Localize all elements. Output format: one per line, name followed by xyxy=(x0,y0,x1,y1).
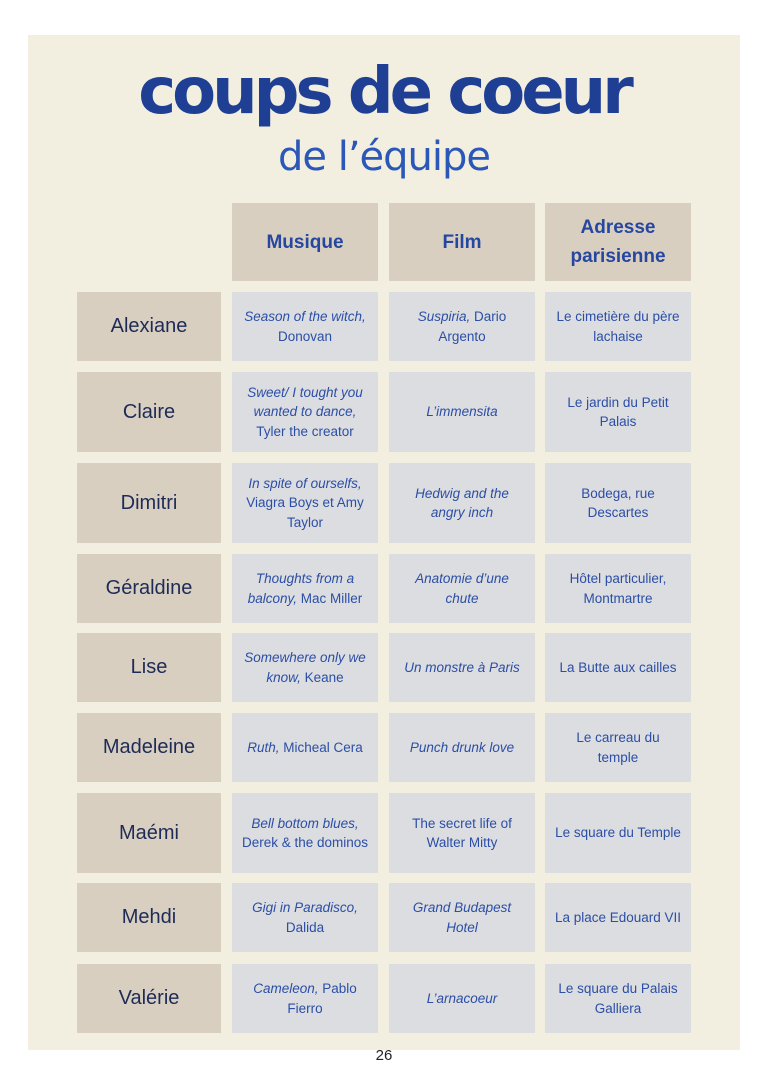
cell-adresse: Le square du Palais Galliera xyxy=(545,964,691,1033)
cell-adresse: La place Edouard VII xyxy=(545,883,691,952)
cell-adresse: Le square du Temple xyxy=(545,793,691,873)
title-italic: Cameleon, xyxy=(253,981,319,996)
title-italic: L’immensita xyxy=(426,404,498,420)
cell-film xyxy=(389,463,535,543)
cell-text xyxy=(240,383,370,442)
credit-text: Viagra Boys et Amy Taylor xyxy=(246,495,364,530)
column-header-film: Film xyxy=(389,203,535,281)
credit-text: Micheal Cera xyxy=(279,739,363,755)
title-italic: Ruth, xyxy=(247,739,280,755)
title-italic: Punch drunk love xyxy=(409,739,515,755)
cell-musique xyxy=(232,883,378,952)
cell-musique xyxy=(232,372,378,452)
cell-adresse: Le carreau du temple xyxy=(545,713,691,782)
cell-film xyxy=(389,372,535,452)
cell-text xyxy=(397,307,527,346)
cell-text xyxy=(427,989,498,1009)
cell-text xyxy=(240,898,370,937)
cell-adresse: La Butte aux cailles xyxy=(545,633,691,702)
cell-musique xyxy=(232,964,378,1033)
cell-adresse: Hôtel particulier, Montmartre xyxy=(545,554,691,623)
credit-text: Tyler the creator xyxy=(256,423,354,439)
row-name: Alexiane xyxy=(77,292,221,361)
cell-film xyxy=(389,964,535,1033)
title-italic: Suspiria, xyxy=(417,309,471,324)
credit-text: Derek & the dominos xyxy=(241,835,369,850)
credit-text: Dario Argento xyxy=(438,309,507,344)
cell-text xyxy=(426,402,497,422)
cell-musique xyxy=(232,292,378,361)
cell-musique xyxy=(232,793,378,873)
cell-film xyxy=(389,292,535,361)
row-name: Mehdi xyxy=(77,883,221,952)
cell-text xyxy=(397,484,527,523)
credit-text: Keane xyxy=(300,669,344,685)
cell-adresse: Bodega, rue Descartes xyxy=(545,463,691,543)
title-italic: Somewhere only we know, xyxy=(244,650,366,685)
credit-text: Dalida xyxy=(285,919,325,935)
title-italic: Season of the witch, xyxy=(244,309,366,324)
cell-adresse: Le cimetière du père lachaise xyxy=(545,292,691,361)
cell-musique xyxy=(232,463,378,543)
column-header-adresse: Adresse parisienne xyxy=(545,203,691,281)
cell-musique xyxy=(232,554,378,623)
title-italic: L’arnacoeur xyxy=(426,990,498,1006)
column-header-musique: Musique xyxy=(232,203,378,281)
title-italic: Un monstre à Paris xyxy=(404,659,520,675)
title-italic: Anatomie d’une chute xyxy=(415,571,509,606)
cell-text xyxy=(240,648,370,687)
cell-text xyxy=(397,898,527,937)
credit-text: Mac Miller xyxy=(297,590,363,606)
cell-text xyxy=(247,738,363,758)
page-subtitle: de l’équipe xyxy=(277,134,490,180)
title-italic: Thoughts from a balcony, xyxy=(247,571,355,606)
cell-text xyxy=(397,569,527,608)
row-name: Maémi xyxy=(77,793,221,873)
row-name: Dimitri xyxy=(77,463,221,543)
cell-text xyxy=(240,474,370,533)
row-name: Claire xyxy=(77,372,221,452)
title-italic: Hedwig and the angry inch xyxy=(415,485,509,520)
row-name: Lise xyxy=(77,633,221,702)
cell-film xyxy=(389,793,535,873)
cell-film xyxy=(389,633,535,702)
cell-adresse: Le jardin du Petit Palais xyxy=(545,372,691,452)
title-italic: Grand Budapest Hotel xyxy=(412,900,512,935)
title-italic: In spite of ourselfs, xyxy=(248,475,362,491)
row-name: Géraldine xyxy=(77,554,221,623)
credit-text: Donovan xyxy=(277,328,333,344)
credit-text: Pablo Fierro xyxy=(287,981,357,1016)
page-number: 26 xyxy=(375,1047,393,1064)
page-title: coups de coeur xyxy=(138,55,630,129)
cell-text xyxy=(410,738,514,758)
cell-text xyxy=(397,814,527,853)
cell-film xyxy=(389,883,535,952)
cell-text xyxy=(240,814,370,853)
cell-text xyxy=(240,569,370,608)
cell-film xyxy=(389,713,535,782)
title-italic: Bell bottom blues, xyxy=(251,815,359,831)
cell-musique xyxy=(232,633,378,702)
cell-text xyxy=(404,658,520,678)
row-name: Madeleine xyxy=(77,713,221,782)
cell-text xyxy=(240,979,370,1018)
row-name: Valérie xyxy=(77,964,221,1033)
credit-text: The secret life of Walter Mitty xyxy=(412,815,512,850)
cell-musique xyxy=(232,713,378,782)
cell-text xyxy=(240,307,370,346)
title-italic: Gigi in Paradisco, xyxy=(252,900,358,915)
cell-film xyxy=(389,554,535,623)
title-italic: Sweet/ I tought you wanted to dance, xyxy=(247,384,363,420)
